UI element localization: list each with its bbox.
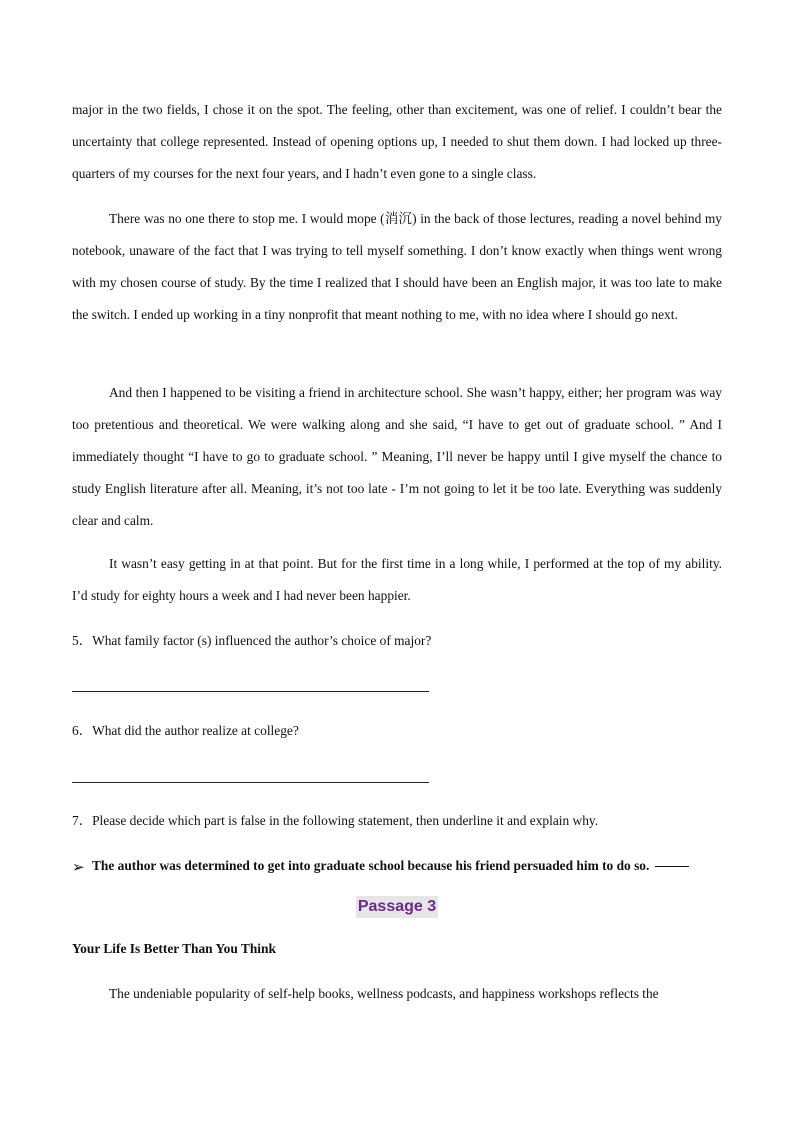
statement-blank[interactable]: [655, 866, 689, 867]
article-title: Your Life Is Better Than You Think: [72, 941, 276, 956]
answer-line-6[interactable]: [72, 782, 429, 783]
passage-heading: [72, 896, 722, 918]
question-6: 6．What did the author realize at college?: [72, 723, 299, 738]
question-7: 7．Please decide which part is false in the following statement, then underline it and explain why.: [72, 813, 599, 828]
passage-heading-label: Passage 3: [356, 896, 438, 918]
question-5: 5．What family factor (s) influenced the author’s choice of major?: [72, 633, 432, 648]
answer-line-5[interactable]: [72, 691, 429, 692]
passage-paragraph-4: It wasn’t easy getting in at that point. But for the first time in a long while, I performed at the top of my ability. I’d study for eighty hours a week and I had never been happier.: [72, 556, 722, 603]
statement-item: [72, 855, 722, 877]
passage-paragraph-3: And then I happened to be visiting a friend in architecture school. She wasn’t happy, either; her program was way too pretentious and theoretical. We were walking along and she said, “I have to get out of graduate school. ” And I immediately thought “I have to go to graduate school. ” Meaning, I’ll never be happy until I give myself the chance to study English literature after all. Meaning, it’s not too late - I’m not going to let it be too late. Everything was suddenly clear and calm.: [72, 385, 722, 528]
passage3-paragraph-1: The undeniable popularity of self-help books, wellness podcasts, and happiness workshops reflects the: [109, 986, 659, 1001]
statement-text: The author was determined to get into graduate school because his friend persuaded him to do so.: [92, 858, 650, 873]
arrow-bullet-icon: ➢: [72, 860, 85, 876]
passage-paragraph-2: There was no one there to stop me. I would mope (消沉) in the back of those lectures, reading a novel behind my notebook, unaware of the fact that I was trying to tell myself something. I don’t know exactly when things went wrong with my chosen course of study. By the time I realized that I should have been an English major, it was too late to make the switch. I ended up working in a tiny nonprofit that meant nothing to me, with no idea where I should go next.: [72, 211, 722, 322]
passage-paragraph-1: major in the two fields, I chose it on the spot. The feeling, other than excitement, was one of relief. I couldn’t bear the uncertainty that college represented. Instead of opening options up, I needed to shut them down. I had locked up three-quarters of my courses for the next four years, and I hadn’t even gone to a single class.: [72, 102, 722, 181]
